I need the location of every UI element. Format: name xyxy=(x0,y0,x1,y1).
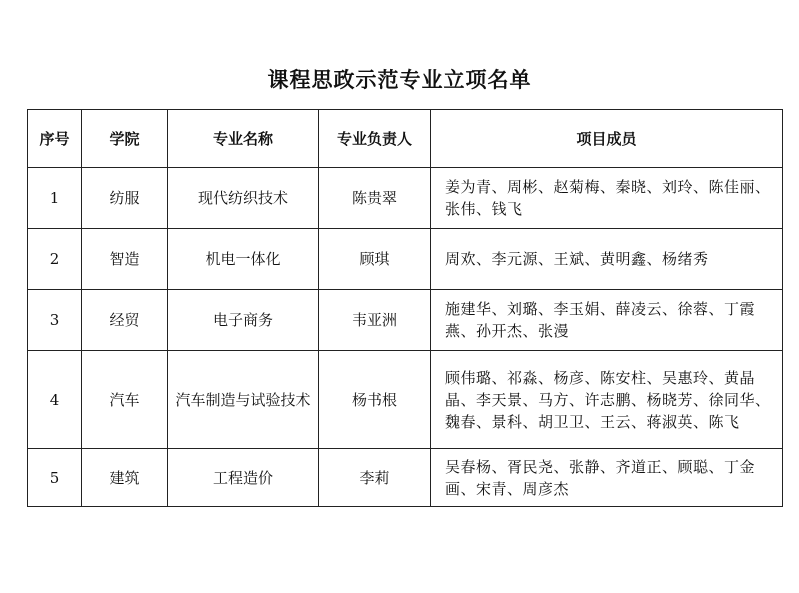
table-row xyxy=(28,229,783,290)
cell-college: 智造 xyxy=(82,229,168,290)
cell-major: 机电一体化 xyxy=(168,229,319,290)
project-roster-table xyxy=(27,109,783,507)
cell-no: 3 xyxy=(28,290,82,351)
cell-lead: 顾琪 xyxy=(319,229,431,290)
cell-college: 经贸 xyxy=(82,290,168,351)
cell-lead: 杨书根 xyxy=(319,351,431,449)
cell-members: 姜为青、周彬、赵菊梅、秦晓、刘玲、陈佳丽、张伟、钱飞 xyxy=(431,168,783,229)
cell-members: 周欢、李元源、王斌、黄明鑫、杨绪秀 xyxy=(431,229,783,290)
table-row xyxy=(28,449,783,507)
cell-no: 4 xyxy=(28,351,82,449)
table-header-row xyxy=(28,110,783,168)
cell-major: 电子商务 xyxy=(168,290,319,351)
cell-major: 工程造价 xyxy=(168,449,319,507)
header-major: 专业名称 xyxy=(168,110,319,168)
cell-no: 5 xyxy=(28,449,82,507)
cell-members: 顾伟璐、祁淼、杨彦、陈安柱、吴惠玲、黄晶晶、李天景、马方、许志鹏、杨晓芳、徐同华、魏春、景科、胡卫卫、王云、蒋淑英、陈飞 xyxy=(431,351,783,449)
cell-major: 汽车制造与试验技术 xyxy=(168,351,319,449)
cell-college: 纺服 xyxy=(82,168,168,229)
cell-college: 汽车 xyxy=(82,351,168,449)
cell-lead: 李莉 xyxy=(319,449,431,507)
cell-no: 2 xyxy=(28,229,82,290)
page-title: 课程思政示范专业立项名单 xyxy=(267,68,532,92)
header-members: 项目成员 xyxy=(431,110,783,168)
cell-no: 1 xyxy=(28,168,82,229)
table-row xyxy=(28,168,783,229)
header-lead: 专业负责人 xyxy=(319,110,431,168)
header-college: 学院 xyxy=(82,110,168,168)
cell-lead: 韦亚洲 xyxy=(319,290,431,351)
cell-major: 现代纺织技术 xyxy=(168,168,319,229)
table-row xyxy=(28,290,783,351)
cell-lead: 陈贵翠 xyxy=(319,168,431,229)
cell-members: 施建华、刘璐、李玉娟、薛凌云、徐蓉、丁霞燕、孙开杰、张漫 xyxy=(431,290,783,351)
table-row xyxy=(28,351,783,449)
cell-members: 吴春杨、胥民尧、张静、齐道正、顾聪、丁金画、宋青、周彦杰 xyxy=(431,449,783,507)
header-no: 序号 xyxy=(28,110,82,168)
cell-college: 建筑 xyxy=(82,449,168,507)
